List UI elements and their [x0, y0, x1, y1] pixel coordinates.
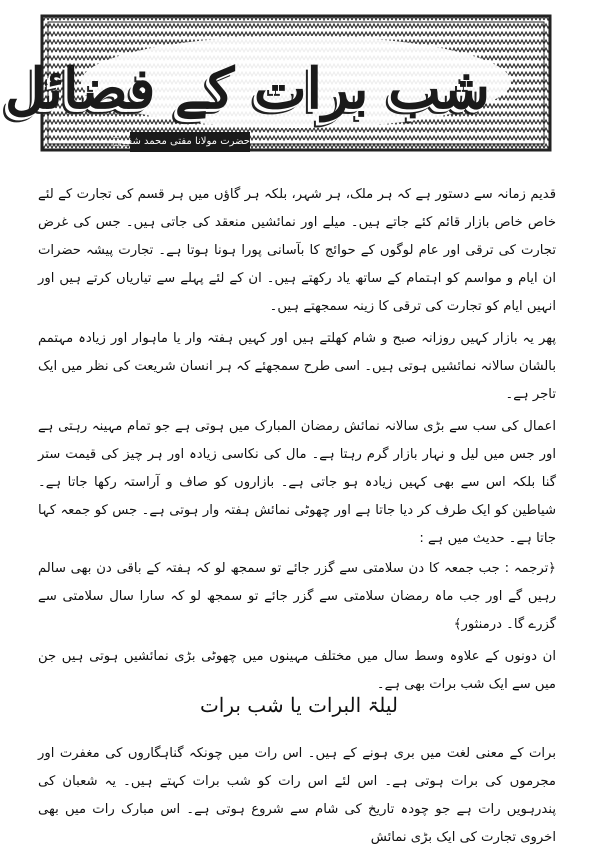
paragraph-mid-year: ان دونوں کے علاوہ وسط سال میں مختلف مہینوں میں چھوٹی بڑی نمائشیں ہوتی ہیں جن میں سے ایک شب برات بھی ہے۔: [38, 649, 556, 692]
author-badge: حضرت مولانا مفتی محمد شفیعؒ: [130, 132, 250, 152]
article-body: [38, 181, 556, 699]
title-banner: [4, 14, 552, 152]
paragraph-ramadan: اعمال کی سب سے بڑی سالانہ نمائش رمضان المبارک میں ہوتی ہے جو تمام مہینہ رہتی ہے اور جس میں لیل و نہار بازار گرم رہتا ہے۔ مال کی نکاسی زیادہ اور ہر چیز کی قیمت ستر گنا بلکہ اس سے بھی کہیں زیادہ ہو جاتی ہے۔ بازاروں کو صاف و آراستہ رکھا جاتا ہے۔ شیاطین کو ایک طرف کر دیا جاتا ہے اور چھوٹی نمائش ہفتہ وار ہوتی ہے۔ جس کو جمعہ کہا جاتا ہے۔ حدیث میں ہے :: [38, 419, 556, 546]
paragraph-markets: پھر یہ بازار کہیں روزانہ صبح و شام کھلتے ہیں اور کہیں ہفتہ وار یا ماہوار اور زیادہ مہتمم بالشان سالانہ نمائشیں ہوتی ہیں۔ اسی طرح سمجھئے کہ ہر انسان شریعت کی نظر میں ایک تاجر ہے۔: [38, 331, 556, 402]
paragraph-meaning: برات کے معنی لغت میں بری ہونے کے ہیں۔ اس رات میں چونکہ گناہگاروں کی مغفرت اور مجرموں کی برات ہوتی ہے۔ اس لئے اس رات کو شب برات کہتے ہیں۔ یہ شعبان کی پندرہویں رات ہے جو چودہ تاریخ کی شام سے شروع ہوتی ہے۔ اس مبارک رات میں بھی اخروی تجارت کی ایک بڑی نمائش: [38, 746, 556, 845]
hadith-translation: ﴿ترجمہ : جب جمعہ کا دن سلامتی سے گزر جائے تو سمجھ لو کہ ہفتہ کے باقی دن بھی سالم رہیں گے اور جب ماہ رمضان سلامتی سے گزر جائے تو سمجھ لو کہ سارا سال سلامتی سے گزرے گا۔ درمنثور﴾: [38, 561, 556, 632]
article-title: شب برات کے فضائل: [4, 56, 490, 122]
section-heading: لیلۃ البرات یا شب برات: [199, 693, 398, 717]
paragraph-intro: قدیم زمانہ سے دستور ہے کہ ہر ملک، ہر شہر، بلکہ ہر گاؤں میں ہر قسم کی تجارت کے لئے خاص خاص بازار قائم کئے جاتے ہیں۔ میلے اور نمائشیں منعقد کی جاتی ہیں۔ جس کی غرض تجارت کی ترقی اور عام لوگوں کے حوائج کا بآسانی پورا ہونا ہوتا ہے۔ تجارت پیشہ حضرات ان ایام و مواسم کو اہتمام کے ساتھ یاد رکھتے ہیں۔ ان کے لئے پہلے سے تیاریاں کرتے ہیں اور انہیں ایام کو تجارت کی ترقی کا زینہ سمجھتے ہیں۔: [38, 187, 556, 314]
section-body: [38, 740, 556, 852]
